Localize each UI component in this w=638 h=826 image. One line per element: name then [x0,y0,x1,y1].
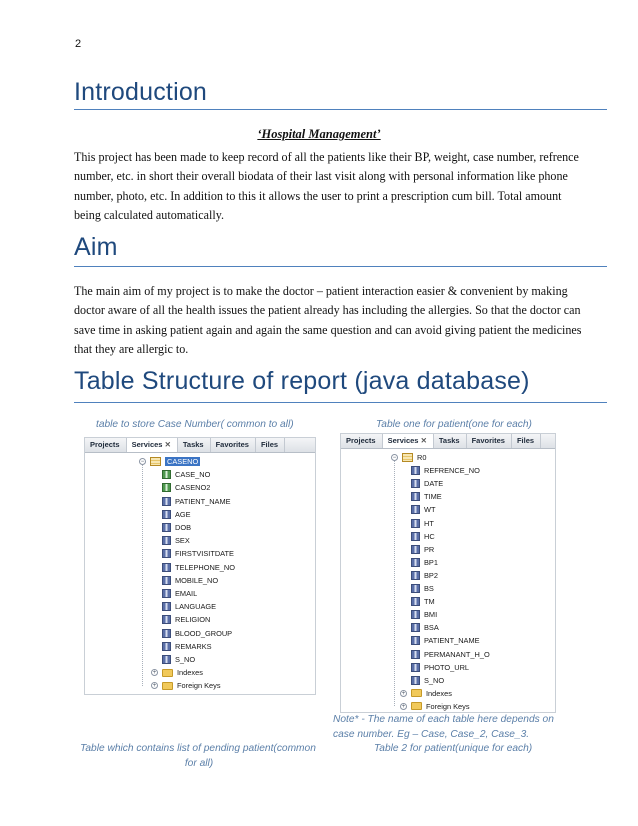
table-icon [402,453,413,462]
column-name: PERMANANT_H_O [424,649,490,659]
text-line: doctor aware of all the health issues the patient already has including the allergies. So that the doctor can [74,303,581,318]
column-name: S_NO [175,655,196,664]
folder-node[interactable] [151,666,203,679]
tab-files[interactable]: Files [512,434,541,448]
column-icon [162,576,171,585]
column-node[interactable] [162,481,210,494]
right-services-panel [340,433,556,713]
column-node[interactable] [411,517,434,530]
column-icon [411,597,420,606]
expand-icon[interactable]: + [152,683,157,690]
column-node[interactable] [411,608,437,621]
text-line: number, etc. in short their overall biodata of their last visit along with personal information like phone [74,169,568,184]
column-name: SEX [175,536,190,546]
introduction-paragraph [74,148,607,225]
folder-name: Foreign Keys [177,681,221,691]
text-line: that they are allergic to. [74,341,189,356]
heading-rule [74,109,607,110]
column-node[interactable] [411,634,480,647]
column-icon [162,536,171,545]
column-node[interactable] [162,574,218,587]
column-icon [162,602,171,611]
column-name: EMAIL [175,589,198,598]
column-name: BMI [424,610,438,620]
collapse-icon[interactable]: − [140,459,145,465]
column-node[interactable] [411,621,439,634]
close-icon[interactable]: ✕ [420,436,427,445]
tab-projects[interactable]: Projects [341,434,383,448]
tab-services[interactable] [383,434,434,448]
column-icon [162,549,171,558]
text-line: save time in asking patient again and again the same question and can avoid giving patient the medicines [74,322,582,337]
column-node[interactable] [411,556,438,569]
aim-heading: Aim [74,233,118,261]
column-icon [411,545,420,554]
column-icon [162,655,171,664]
column-node[interactable] [411,661,469,674]
heading-rule [74,266,607,267]
column-icon [162,523,171,532]
column-icon [411,663,420,672]
page-number: 2 [75,38,82,50]
column-name: HT [424,518,434,528]
heading-rule [74,402,607,403]
column-icon [162,629,171,638]
table-node[interactable] [391,451,426,464]
column-icon [411,519,420,528]
column-name: REMARKS [175,641,212,651]
folder-icon [411,702,422,710]
column-icon [162,589,171,598]
table-name: R0 [417,453,427,462]
tab-services[interactable] [127,438,178,452]
text-line: This project has been made to keep record of all the patients like their BP, weight, case number, refrence [74,150,579,164]
panel-tabs [85,438,315,453]
expand-icon[interactable]: + [401,690,406,697]
right-caption-bottom: Table 2 for patient(unique for each) [374,743,533,754]
column-node[interactable] [162,534,190,547]
table-structure-heading: Table Structure of report (java database) [74,367,530,395]
column-name: HC [424,531,435,541]
column-name: MOBILE_NO [175,575,219,585]
panel-tabs [341,434,555,449]
column-icon [411,676,420,685]
expand-icon[interactable]: + [152,670,157,677]
tab-label: Services [387,436,419,445]
column-name: REFRENCE_NO [424,466,480,476]
column-node[interactable] [162,640,212,653]
column-icon [411,650,420,659]
column-name: BLOOD_GROUP [175,628,233,638]
folder-node[interactable] [151,679,221,692]
column-name: BP1 [424,557,438,567]
folder-name: Indexes [177,668,203,678]
tab-files[interactable]: Files [256,438,285,452]
column-icon [162,510,171,519]
column-node[interactable] [411,503,436,516]
column-node[interactable] [411,464,480,477]
column-name: CASENO2 [175,483,211,493]
folder-node[interactable] [400,687,452,700]
column-name: PHOTO_URL [424,662,470,672]
left-caption-top: table to store Case Number( common to all) [96,419,294,430]
folder-name: Foreign Keys [426,701,470,711]
text-line: for all) [184,758,214,769]
text-line: being calculated automatically. [74,207,224,222]
folder-node[interactable] [400,700,470,713]
tab-favorites[interactable]: Favorites [211,438,256,452]
column-icon [162,615,171,624]
folder-name: Indexes [426,688,452,698]
folder-icon [162,682,173,690]
column-name: PR [424,544,435,554]
collapse-icon[interactable]: − [392,455,397,461]
tab-tasks[interactable]: Tasks [434,434,467,448]
column-node[interactable] [162,561,235,574]
column-node[interactable] [411,674,444,687]
close-icon[interactable]: ✕ [164,440,171,449]
column-name: TIME [424,492,442,502]
project-subtitle: ‘Hospital Management’ [257,127,381,141]
expand-icon[interactable]: + [401,703,406,710]
column-name: BS [424,584,434,593]
column-node[interactable] [411,582,434,595]
text-line: Table which contains list of pending patient(common [80,743,316,754]
text-line: number, photo, etc. In addition to this it allows the user to print a prescription cum bill. Total amount [74,188,562,203]
folder-icon [162,669,173,677]
column-node[interactable] [162,547,234,560]
column-icon [411,610,420,619]
column-name: AGE [175,509,191,519]
introduction-heading: Introduction [74,78,208,106]
column-icon [411,466,420,475]
column-name: FIRSTVISITDATE [175,549,234,559]
column-node[interactable] [411,595,435,608]
column-node[interactable] [162,521,191,534]
table-node[interactable] [139,455,200,468]
text-line: case number. Eg – Case, Case_2, Case_3. [333,729,530,740]
column-node[interactable] [162,495,231,508]
column-icon [411,584,420,593]
column-node[interactable] [411,530,435,543]
tab-label: Services [131,440,163,449]
column-node[interactable] [162,508,191,521]
text-line: Note* - The name of each table here depends on [333,714,554,725]
column-name: BSA [424,623,439,633]
column-name: S_NO [424,675,445,685]
column-name: WT [424,505,436,515]
folder-icon [411,689,422,697]
column-node[interactable] [162,587,197,600]
column-icon [411,492,420,501]
tree-guide-line [142,465,143,686]
tab-favorites[interactable]: Favorites [467,434,512,448]
column-icon [162,483,171,492]
column-icon [411,636,420,645]
column-icon [162,563,171,572]
column-node[interactable] [162,468,210,481]
column-icon [411,623,420,632]
column-node[interactable] [411,569,438,582]
right-caption-top: Table one for patient(one for each) [376,419,532,430]
column-name: LANGUAGE [175,602,217,612]
column-name: BP2 [424,570,438,580]
text-line: The main aim of my project is to make the doctor – patient interaction easier & convenient by making [74,284,568,298]
table-icon [150,457,161,466]
column-name: TM [424,597,435,607]
column-name: DOB [175,523,192,532]
column-icon [162,470,171,479]
tree-guide-line [394,461,395,706]
column-icon [411,571,420,580]
aim-paragraph [74,282,607,359]
column-icon [162,642,171,651]
column-name: DATE [424,479,444,489]
column-node[interactable] [162,653,195,666]
column-node[interactable] [162,600,216,613]
left-services-panel [84,437,316,695]
column-node[interactable] [411,477,443,490]
column-node[interactable] [411,543,434,556]
note-text [333,712,554,742]
column-node[interactable] [162,613,210,626]
column-icon [411,558,420,567]
column-icon [162,497,171,506]
column-name: RELIGION [175,615,211,625]
column-node[interactable] [411,490,442,503]
tab-tasks[interactable]: Tasks [178,438,211,452]
column-name: CASE_NO [175,470,211,480]
column-name: TELEPHONE_NO [175,562,235,572]
tab-projects[interactable]: Projects [85,438,127,452]
column-name: PATIENT_NAME [424,636,480,646]
column-node[interactable] [411,648,490,661]
table-name: CASENO [167,457,199,466]
left-caption-bottom [74,741,324,771]
column-name: PATIENT_NAME [175,496,231,506]
column-node[interactable] [162,627,232,640]
column-icon [411,479,420,488]
column-icon [411,505,420,514]
column-icon [411,532,420,541]
